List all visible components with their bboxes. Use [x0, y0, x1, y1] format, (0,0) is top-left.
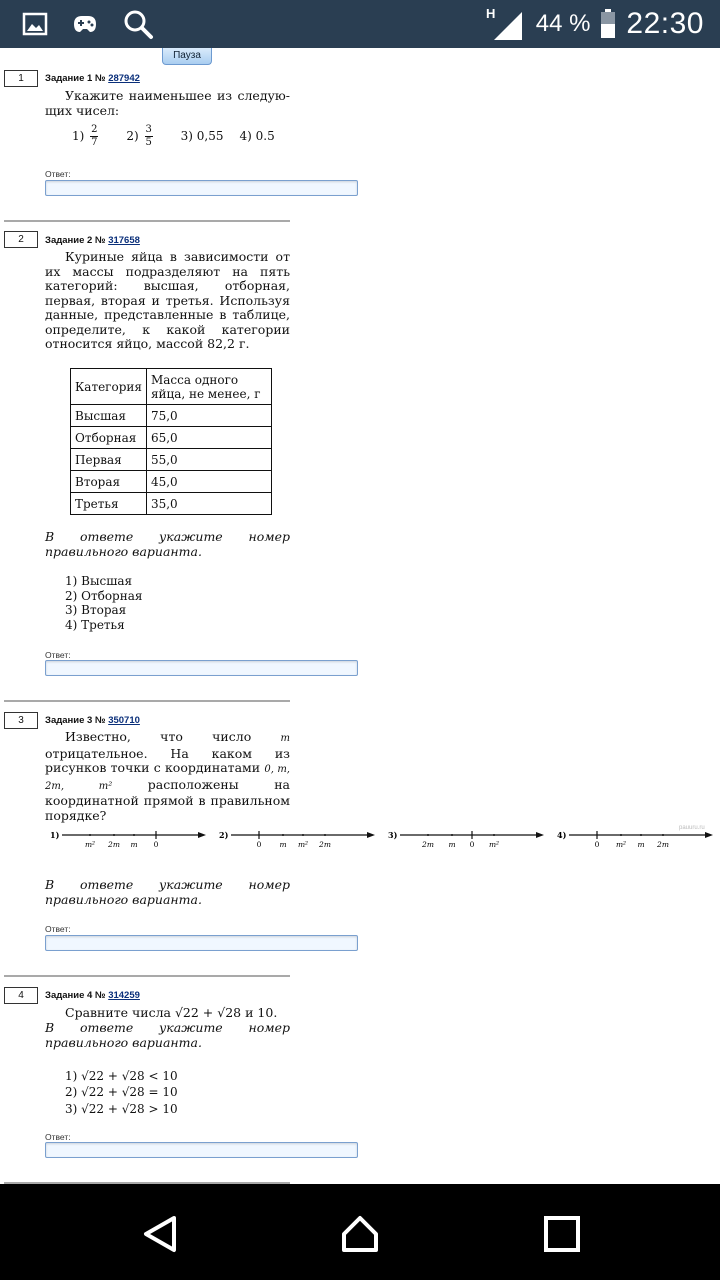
table-cell: Высшая — [71, 405, 147, 427]
task-id-link[interactable]: 314259 — [108, 990, 140, 1001]
number-line-label: 3) — [388, 830, 398, 840]
number-line-tick-label: m — [448, 840, 456, 849]
navigation-bar — [0, 1184, 720, 1280]
option-item: 2) Отборная — [65, 588, 143, 603]
task-number-box: 4 — [4, 987, 38, 1004]
answer-input[interactable] — [45, 180, 358, 196]
task-header-prefix: Задание 2 № — [45, 235, 106, 246]
divider — [4, 975, 290, 977]
table-cell: Третья — [71, 493, 147, 515]
number-line-label: 1) — [50, 830, 60, 840]
battery-icon — [600, 9, 616, 39]
answer-options — [72, 124, 275, 149]
table-row — [71, 449, 272, 471]
number-line-1 — [48, 826, 217, 850]
egg-category-table — [70, 368, 272, 515]
fraction-denominator: 5 — [145, 137, 152, 148]
search-icon — [122, 8, 154, 40]
table-cell: Вторая — [71, 471, 147, 493]
fraction — [90, 124, 98, 149]
answer-label: Ответ: — [45, 1132, 71, 1142]
number-line-arrow — [367, 832, 375, 838]
task-id-link[interactable]: 317658 — [108, 235, 140, 246]
task-id-link[interactable]: 350710 — [108, 715, 140, 726]
math-coordinates: 0, m, 2m, m² — [45, 764, 290, 792]
table-row — [71, 471, 272, 493]
back-icon[interactable] — [140, 1214, 180, 1254]
number-line-tick-label: m² — [488, 840, 500, 849]
math-variable: m — [280, 733, 290, 744]
number-line-tick-label: 0 — [256, 840, 262, 849]
divider — [4, 700, 290, 702]
task-header-prefix: Задание 4 № — [45, 990, 106, 1001]
game-controller-icon — [70, 12, 100, 36]
pause-button[interactable]: Пауза — [162, 48, 212, 65]
number-line-tick-label: m² — [297, 840, 309, 849]
task-header — [45, 235, 140, 246]
answer-input[interactable] — [45, 935, 358, 951]
number-line-2 — [217, 826, 386, 850]
question-text: Куриные яйца в зависимости от их массы подразделяют на пять категорий: высшая, отборная, первая, вторая и третья. Используя данные, представленные в таблице, определите, к какой категории относится яйцо, массой 82,2 г. — [45, 249, 290, 351]
task-number-box: 1 — [4, 70, 38, 87]
answer-input[interactable] — [45, 660, 358, 676]
question-text: Сравните числа √22 + √28 и 10. — [65, 1005, 278, 1020]
question-text: Укажите наименьшее из следующих чисел: — [45, 88, 290, 118]
table-cell: 65,0 — [146, 427, 271, 449]
number-line-tick-label: 2m — [108, 840, 120, 849]
answer-options — [65, 1068, 178, 1117]
task-header — [45, 715, 140, 726]
instruction-text: В ответе укажите номер правильного варианта. — [45, 877, 290, 907]
watermark: pauuru.ru — [679, 825, 705, 831]
fraction — [145, 124, 153, 149]
number-line-tick-label: 2m — [319, 840, 331, 849]
table-cell: 75,0 — [146, 405, 271, 427]
table-cell: Первая — [71, 449, 147, 471]
network-type-label: H — [485, 6, 496, 21]
clock: 22:30 — [626, 7, 704, 40]
answer-label: Ответ: — [45, 924, 71, 934]
question-text-part: расположены на координатной прямой в правильном порядке? — [45, 776, 290, 823]
answer-label: Ответ: — [45, 169, 71, 179]
number-line-tick-label: m — [279, 840, 287, 849]
table-cell: 55,0 — [146, 449, 271, 471]
instruction-text: В ответе укажите номер правильного варианта. — [45, 529, 290, 559]
number-line-arrow — [705, 832, 713, 838]
table-row — [71, 493, 272, 515]
signal-icon — [486, 4, 526, 44]
option-item: 3) Вторая — [65, 603, 127, 618]
table-row — [71, 405, 272, 427]
option-3-label: 3) 0,55 — [180, 129, 224, 144]
home-icon[interactable] — [340, 1214, 380, 1254]
task-id-link[interactable]: 287942 — [108, 73, 140, 84]
instruction-text: В ответе укажите номер правильного варианта. — [45, 1020, 290, 1050]
option-item: 4) Третья — [65, 617, 125, 632]
number-line-tick-label: 2m — [657, 840, 669, 849]
number-line-tick-label: m — [130, 840, 138, 849]
option-item: 3) √22 + √28 > 10 — [65, 1101, 178, 1116]
task-header — [45, 73, 140, 84]
table-header-row — [71, 369, 272, 405]
task-header-prefix: Задание 1 № — [45, 73, 106, 84]
answer-label: Ответ: — [45, 650, 71, 660]
test-page — [0, 48, 720, 1184]
number-line-label: 4) — [557, 830, 567, 840]
number-line-tick-label: m² — [84, 840, 96, 849]
option-item: 1) Высшая — [65, 574, 133, 588]
fraction-numerator: 2 — [91, 124, 98, 135]
fraction-denominator: 7 — [91, 137, 98, 148]
status-bar — [0, 0, 720, 48]
number-line-3 — [386, 826, 555, 850]
task-header — [45, 990, 140, 1001]
image-icon — [22, 12, 48, 36]
number-line-tick-label: 0 — [153, 840, 159, 849]
number-line-tick-label: m² — [615, 840, 627, 849]
table-header-cell: Масса одного яйца, не менее, г — [146, 369, 271, 405]
task-number-box: 3 — [4, 712, 38, 729]
answer-options — [65, 574, 142, 632]
divider — [4, 220, 290, 222]
question-text — [45, 730, 290, 823]
table-cell: 35,0 — [146, 493, 271, 515]
option-2-label: 2) — [126, 129, 139, 144]
number-line-tick-label: m — [637, 840, 645, 849]
option-item: 2) √22 + √28 = 10 — [65, 1085, 178, 1100]
recents-icon[interactable] — [542, 1214, 582, 1254]
table-header-cell: Категория — [71, 369, 147, 405]
table-cell: Отборная — [71, 427, 147, 449]
option-1-label: 1) — [72, 129, 85, 144]
number-line-arrow — [198, 832, 206, 838]
task-number-box: 2 — [4, 231, 38, 248]
number-line-tick-label: 0 — [594, 840, 600, 849]
number-line-tick-label: 0 — [469, 840, 475, 849]
number-line-arrow — [536, 832, 544, 838]
answer-input[interactable] — [45, 1142, 358, 1158]
option-4-label: 4) 0.5 — [239, 129, 275, 144]
battery-percent: 44 % — [535, 10, 591, 37]
number-line-label: 2) — [219, 830, 229, 840]
table-row — [71, 427, 272, 449]
fraction-numerator: 3 — [145, 124, 152, 135]
option-item: 1) √22 + √28 < 10 — [65, 1069, 178, 1083]
table-cell: 45,0 — [146, 471, 271, 493]
task-header-prefix: Задание 3 № — [45, 715, 106, 726]
number-line-tick-label: 2m — [422, 840, 434, 849]
question-text-part: отрицательное. На каком из рисунков точки с координатами — [45, 745, 290, 775]
question-text-part: Известно, что число — [65, 729, 281, 744]
